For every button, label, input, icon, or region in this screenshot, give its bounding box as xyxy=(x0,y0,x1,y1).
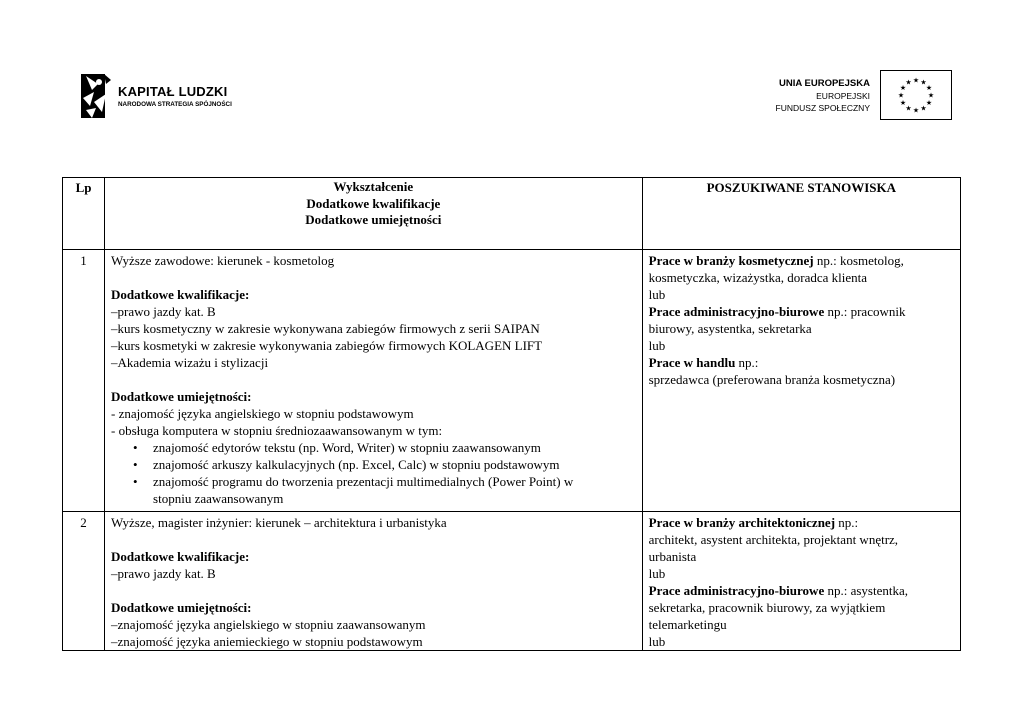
eu-star-icon: ★ xyxy=(899,99,907,107)
education-cell xyxy=(105,250,643,512)
eu-star-icon: ★ xyxy=(925,99,933,107)
bullet-icon: • xyxy=(133,474,138,489)
skill-item: –znajomość języka aniemieckiego w stopniu podstawowym xyxy=(111,634,423,649)
eu-star-icon: ★ xyxy=(925,84,933,92)
qualification-item: –prawo jazdy kat. B xyxy=(111,304,216,319)
or-text: lub xyxy=(648,338,666,353)
qualification-item: –Akademia wizażu i stylizacji xyxy=(111,355,269,370)
eu-star-icon: ★ xyxy=(905,78,912,87)
bullet-text: znajomość arkuszy kalkulacyjnych (np. Excel, Calc) w stopniu podstawowym xyxy=(153,457,560,472)
position-examples: sekretarka, pracownik biurowy, za wyjątkiem xyxy=(648,600,886,615)
table-row xyxy=(63,250,961,512)
skill-item: - znajomość języka angielskiego w stopniu podstawowym xyxy=(111,406,414,421)
skill-item: –znajomość języka angielskiego w stopniu zaawansowanym xyxy=(111,617,426,632)
position-examples: np.: kosmetolog, xyxy=(813,253,904,268)
position-category: Prace administracyjno-biurowe xyxy=(648,304,825,319)
header-positions: POSZUKIWANE STANOWISKA xyxy=(642,178,960,250)
qualification-item: –prawo jazdy kat. B xyxy=(111,566,216,581)
qualifications-heading: Dodatkowe kwalifikacje: xyxy=(111,549,250,564)
education-cell xyxy=(105,512,643,651)
table-header-row xyxy=(63,178,961,250)
eu-line3: FUNDUSZ SPOŁECZNY xyxy=(775,103,870,113)
skill-item: - obsługa komputera w stopniu średniozaawansowanym w tym: xyxy=(111,423,443,438)
eu-line2: EUROPEJSKI xyxy=(816,91,870,101)
or-text: lub xyxy=(648,634,666,649)
position-category: Prace w branży architektonicznej xyxy=(648,515,836,530)
bullet-continuation: stopniu zaawansowanym xyxy=(153,491,284,506)
eu-star-icon: ★ xyxy=(927,91,935,100)
bullet-item xyxy=(133,439,636,456)
candidates-table xyxy=(62,177,961,651)
bullet-text: znajomość programu do tworzenia prezentacji multimedialnych (Power Point) w xyxy=(153,474,574,489)
education-text: Wyższe zawodowe: kierunek - kosmetolog xyxy=(111,253,335,268)
row-number: 2 xyxy=(63,512,105,651)
eu-star-icon: ★ xyxy=(897,91,905,100)
bullet-item xyxy=(133,456,636,473)
or-text: lub xyxy=(648,287,666,302)
bullet-item xyxy=(133,473,636,490)
position-category: Prace w branży kosmetycznej xyxy=(648,253,814,268)
position-examples: np.: xyxy=(835,515,859,530)
kapital-ludzki-logo xyxy=(78,72,238,122)
bullet-icon: • xyxy=(133,440,138,455)
eu-flag-icon xyxy=(880,70,952,120)
eu-star-icon: ★ xyxy=(920,104,927,113)
eu-star-icon: ★ xyxy=(899,84,907,92)
positions-cell xyxy=(642,512,960,651)
eu-star-icon: ★ xyxy=(912,106,920,115)
kapital-ludzki-emblem-icon xyxy=(78,72,112,122)
position-examples: kosmetyczka, wizażystka, doradca klienta xyxy=(648,270,868,285)
position-category: Prace w handlu xyxy=(648,355,736,370)
eu-logo xyxy=(760,70,956,122)
header-edu-line2: Dodatkowe kwalifikacje xyxy=(306,195,441,211)
position-examples: architekt, asystent architekta, projektant wnętrz, xyxy=(648,532,899,547)
eu-logo-text xyxy=(776,78,870,114)
qualifications-heading: Dodatkowe kwalifikacje: xyxy=(111,287,250,302)
positions-cell xyxy=(642,250,960,512)
logo-left-subtitle: NARODOWA STRATEGIA SPÓJNOŚCI xyxy=(118,101,232,108)
eu-line1: UNIA EUROPEJSKA xyxy=(779,78,870,89)
eu-star-icon: ★ xyxy=(912,76,920,85)
qualification-item: –kurs kosmetyczny w zakresie wykonywana zabiegów firmowych z serii SAIPAN xyxy=(111,321,540,336)
logo-left-title: KAPITAŁ LUDZKI xyxy=(118,84,228,99)
position-examples: telemarketingu xyxy=(648,617,727,632)
position-examples: np.: pracownik xyxy=(824,304,906,319)
eu-star-icon: ★ xyxy=(905,104,912,113)
position-examples: biurowy, asystentka, sekretarka xyxy=(648,321,812,336)
bullet-text: znajomość edytorów tekstu (np. Word, Writer) w stopniu zaawansowanym xyxy=(153,440,541,455)
position-examples: np.: asystentka, xyxy=(824,583,908,598)
position-examples: sprzedawca (preferowana branża kosmetyczna) xyxy=(648,372,896,387)
skills-heading: Dodatkowe umiejętności: xyxy=(111,389,252,404)
bullet-icon: • xyxy=(133,457,138,472)
header-lp: Lp xyxy=(63,178,105,250)
table-row xyxy=(63,512,961,651)
qualification-item: –kurs kosmetyki w zakresie wykonywania zabiegów firmowych KOLAGEN LIFT xyxy=(111,338,543,353)
education-text: Wyższe, magister inżynier: kierunek – architektura i urbanistyka xyxy=(111,515,447,530)
position-examples: urbanista xyxy=(648,549,697,564)
eu-star-icon: ★ xyxy=(920,78,927,87)
row-number: 1 xyxy=(63,250,105,512)
skills-heading: Dodatkowe umiejętności: xyxy=(111,600,252,615)
header-edu-line1: Wykształcenie xyxy=(333,179,414,194)
position-examples: np.: xyxy=(735,355,759,370)
position-category: Prace administracyjno-biurowe xyxy=(648,583,825,598)
or-text: lub xyxy=(648,566,666,581)
header-edu-line3: Dodatkowe umiejętności xyxy=(305,212,442,227)
header-education xyxy=(105,178,643,250)
